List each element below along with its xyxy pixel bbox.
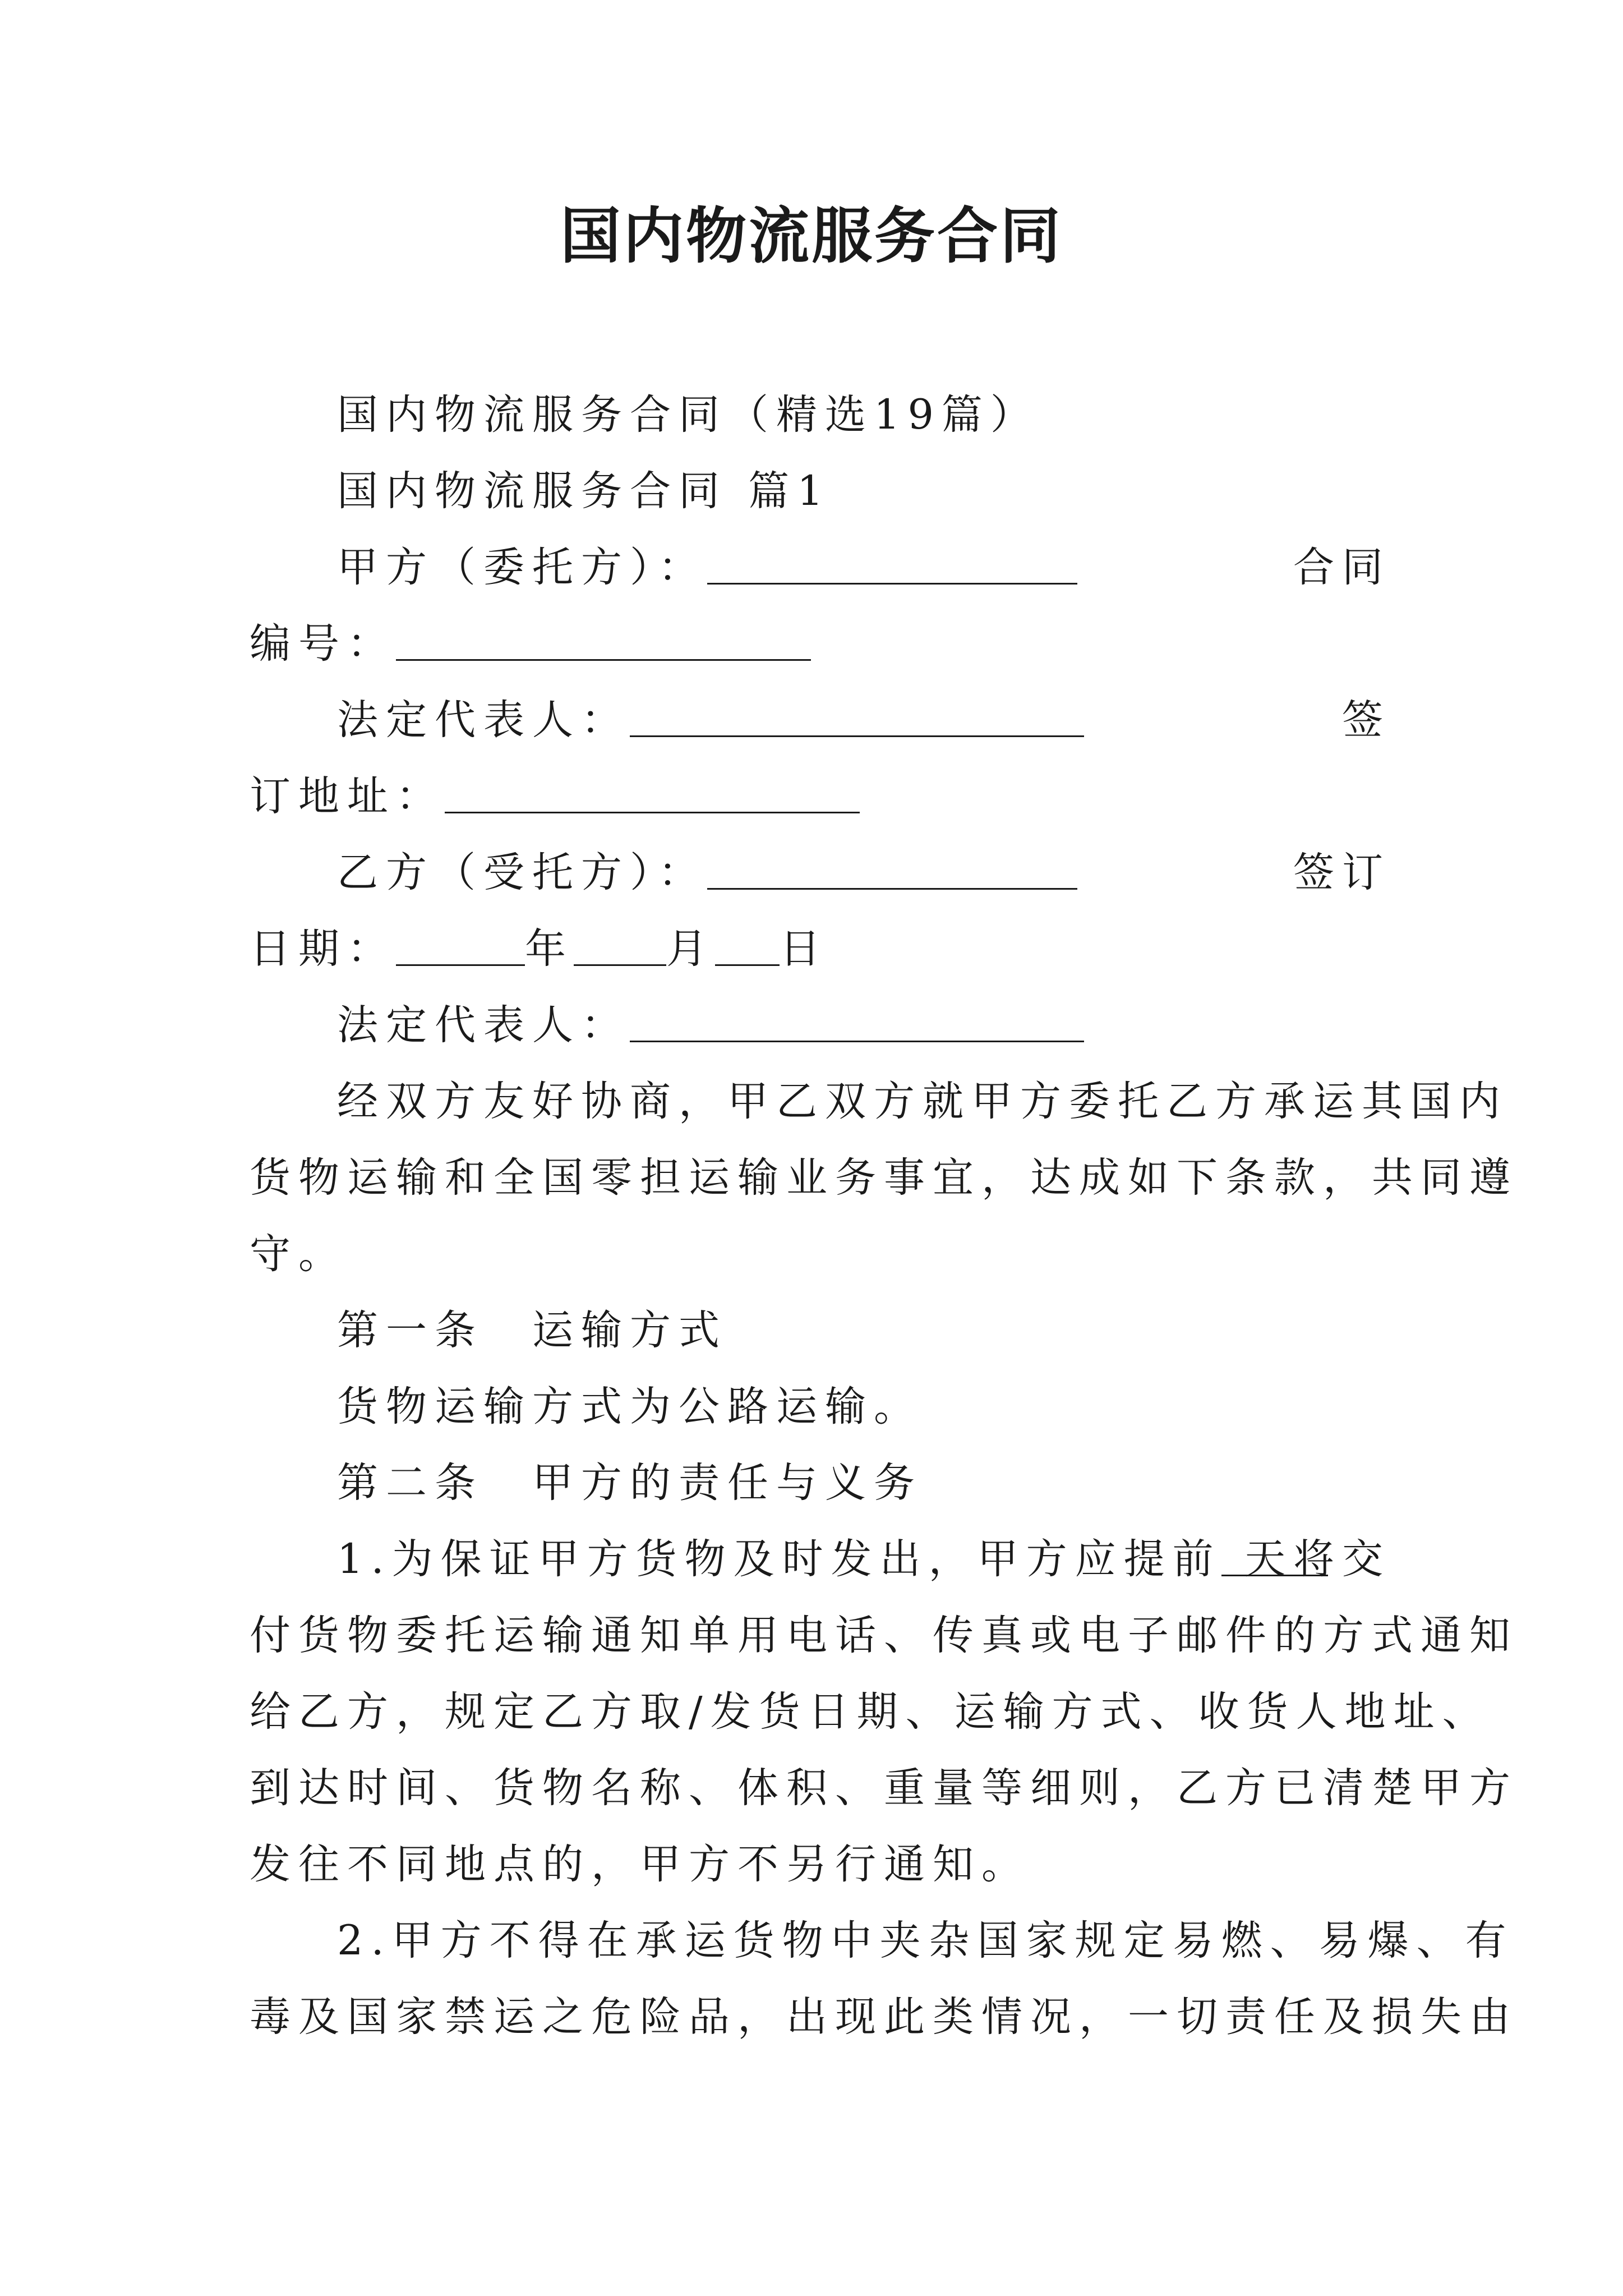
party-a-row bbox=[250, 530, 1391, 606]
item-1-line-4: 到达时间、货物名称、体积、重量等细则，乙方已清楚甲方 bbox=[250, 1764, 1518, 1812]
item-1-line-5: 发往不同地点的，甲方不另行通知。 bbox=[250, 1841, 1030, 1888]
item-1-line-1-text bbox=[337, 1521, 1328, 1598]
party-b-blank bbox=[707, 848, 1077, 890]
party-b-field bbox=[337, 835, 1077, 911]
item-2-line-2: 毒及国家禁运之危险品，出现此类情况，一切责任及损失由 bbox=[250, 1993, 1518, 2041]
sign-date-row bbox=[250, 911, 1391, 987]
sign-addr-row bbox=[250, 758, 1391, 835]
article-2-item-1-line-1 bbox=[250, 1521, 1391, 1598]
legal-rep-b-label: 法定代表人： bbox=[337, 1001, 630, 1049]
legal-rep-a-label: 法定代表人： bbox=[337, 696, 630, 744]
chapter-heading: 国内物流服务合同 篇1 bbox=[337, 467, 831, 515]
month-blank bbox=[574, 924, 666, 966]
subtitle: 国内物流服务合同（精选19篇） bbox=[337, 391, 1039, 439]
legal-rep-b-row bbox=[250, 987, 1391, 1064]
party-a-blank bbox=[707, 542, 1077, 585]
sign-date-field bbox=[250, 911, 828, 987]
contract-no-blank bbox=[396, 619, 811, 661]
party-b-row bbox=[250, 835, 1391, 911]
contract-no-label-2: 编号： bbox=[250, 620, 396, 668]
intro-line-2: 货物运输和全国零担运输业务事宜，达成如下条款，共同遵 bbox=[250, 1154, 1518, 1202]
intro-line-1: 经双方友好协商，甲乙双方就甲方委托乙方承运其国内 bbox=[337, 1078, 1508, 1125]
year-label: 年 bbox=[525, 925, 574, 973]
sign-addr-blank bbox=[445, 771, 860, 813]
article-2-heading: 第二条 甲方的责任与义务 bbox=[337, 1459, 923, 1507]
sign-date-label-2: 日期： bbox=[250, 925, 396, 973]
legal-rep-a-field bbox=[337, 682, 1084, 758]
item-2-line-1: 2.甲方不得在承运货物中夹杂国家规定易燃、易爆、有 bbox=[337, 1917, 1514, 1964]
article-1-body: 货物运输方式为公路运输。 bbox=[337, 1383, 923, 1430]
party-b-label: 乙方（受托方）： bbox=[337, 849, 707, 896]
month-label: 月 bbox=[666, 925, 715, 973]
day-label: 日 bbox=[780, 925, 828, 973]
sign-date-label-1: 签订 bbox=[1293, 849, 1391, 896]
item-1-line-1-a: 1.为保证甲方货物及时发出，甲方应提前 bbox=[337, 1535, 1221, 1583]
sign-addr-label-1: 签 bbox=[1342, 696, 1391, 744]
sign-addr-field bbox=[250, 758, 860, 835]
legal-rep-b-field bbox=[337, 987, 1084, 1064]
legal-rep-a-row bbox=[250, 682, 1391, 758]
article-1-heading: 第一条 运输方式 bbox=[337, 1306, 727, 1354]
contract-no-row bbox=[250, 606, 1391, 682]
sign-addr-label-2: 订地址： bbox=[250, 772, 445, 820]
item-1-line-1-b: 天将交 bbox=[1244, 1535, 1391, 1583]
party-a-field bbox=[337, 530, 1077, 606]
legal-rep-a-blank bbox=[630, 695, 1084, 737]
document-title: 国内物流服务合同 bbox=[560, 201, 1063, 272]
contract-no-label-1: 合同 bbox=[1293, 544, 1391, 591]
item-1-line-3: 给乙方，规定乙方取/发货日期、运输方式、收货人地址、 bbox=[250, 1688, 1491, 1736]
legal-rep-b-blank bbox=[630, 1000, 1084, 1042]
intro-line-3: 守。 bbox=[250, 1230, 347, 1278]
party-a-label: 甲方（委托方）： bbox=[337, 544, 707, 591]
day-blank bbox=[715, 924, 780, 966]
year-blank bbox=[396, 924, 525, 966]
item-1-line-2: 付货物委托运输通知单用电话、传真或电子邮件的方式通知 bbox=[250, 1612, 1518, 1659]
contract-no-field bbox=[250, 606, 811, 682]
